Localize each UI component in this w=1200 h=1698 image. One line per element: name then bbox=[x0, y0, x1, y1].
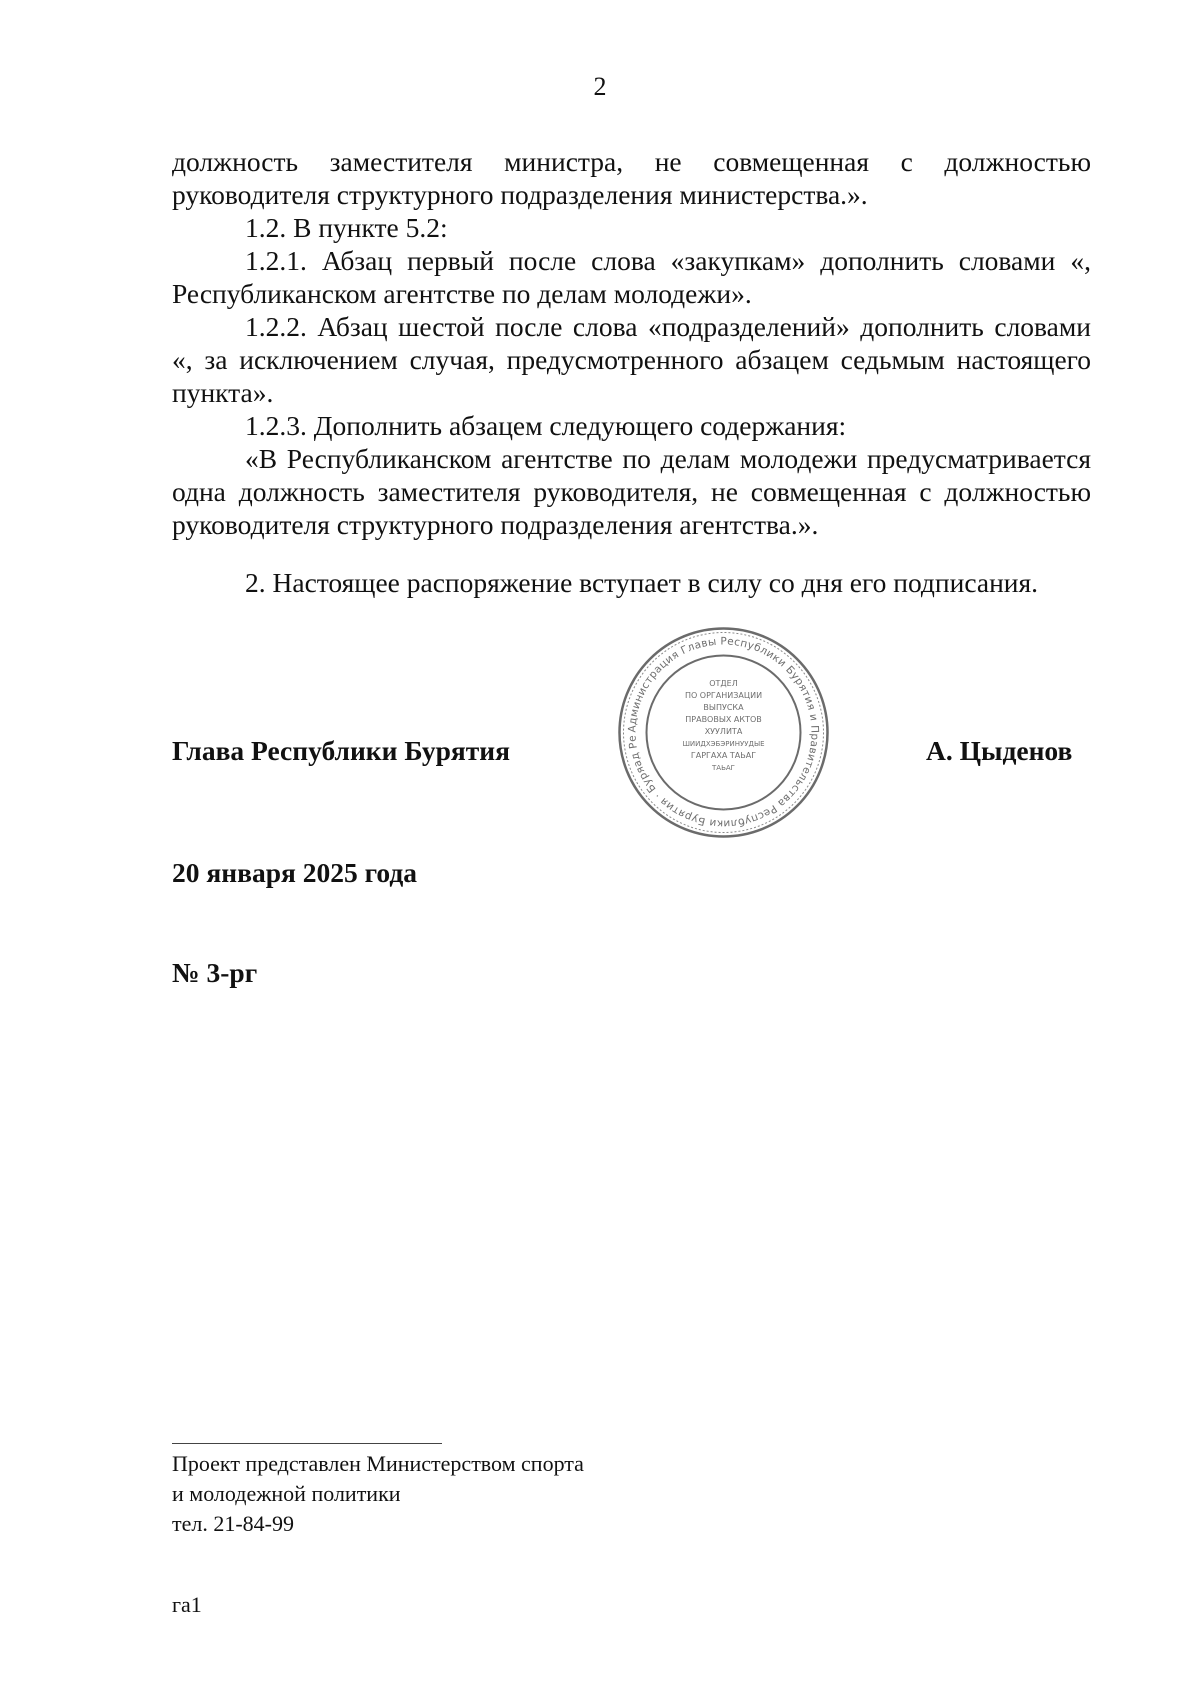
seal-line: ПРАВОВЫХ АКТОВ bbox=[685, 715, 762, 724]
seal-line: ВЫПУСКА bbox=[703, 703, 744, 712]
seal-graphic bbox=[617, 626, 830, 839]
seal-line: ХУУЛИТА bbox=[704, 727, 743, 736]
official-seal bbox=[617, 626, 830, 839]
document-body bbox=[172, 145, 1091, 599]
paragraph-1-2-1: 1.2.1. Абзац первый после слова «закупкам» дополнить словами «, Республиканском агентстве по делам молодежи». bbox=[172, 245, 1091, 309]
footnote bbox=[172, 1449, 584, 1539]
signatory-title: Глава Республики Бурятия bbox=[172, 735, 511, 766]
document-date: 20 января 2025 года bbox=[172, 857, 418, 888]
paragraph-quote: «В Республиканском агентстве по делам молодежи предусматривается одна должность заместителя руководителя, не совмещенная с должностью руководителя структурного подразделения агентства.». bbox=[172, 443, 1091, 540]
footnote-divider bbox=[172, 1443, 442, 1444]
document-number: № 3-рг bbox=[172, 957, 258, 988]
executor-code: га1 bbox=[172, 1592, 202, 1617]
seal-line: ПО ОРГАНИЗАЦИИ bbox=[684, 691, 763, 700]
paragraph-continuation: должность заместителя министра, не совмещенная с должностью руководителя структурного подразделения министерства.». bbox=[172, 146, 1091, 210]
footnote-phone: тел. 21-84-99 bbox=[172, 1511, 295, 1536]
seal-line: ШИИДХЭБЭРИНУУДЫЕ bbox=[682, 740, 765, 748]
footnote-line: Проект представлен Министерством спорта bbox=[172, 1451, 584, 1476]
signatory-name: А. Цыденов bbox=[926, 735, 1073, 766]
paragraph-2: 2. Настоящее распоряжение вступает в силу со дня его подписания. bbox=[245, 567, 1039, 598]
footnote-line: и молодежной политики bbox=[172, 1481, 401, 1506]
paragraph-1-2-2: 1.2.2. Абзац шестой после слова «подразделений» дополнить словами «, за исключением случая, предусмотренного абзацем седьмым настоящего пункта». bbox=[172, 311, 1091, 408]
seal-outer-text: Администрация Главы Республики Бурятия и Правительства Республики Бурятия · Буряад Ре bbox=[626, 635, 821, 830]
paragraph-1-2-3: 1.2.3. Дополнить абзацем следующего содержания: bbox=[245, 410, 847, 441]
seal-line: ГАРГАХА ТАЬАГ bbox=[690, 751, 757, 760]
seal-line: ТАЬАГ bbox=[712, 764, 735, 772]
page-number: 2 bbox=[593, 72, 607, 101]
seal-line: ОТДЕЛ bbox=[709, 679, 738, 688]
paragraph-1-2: 1.2. В пункте 5.2: bbox=[245, 212, 448, 243]
